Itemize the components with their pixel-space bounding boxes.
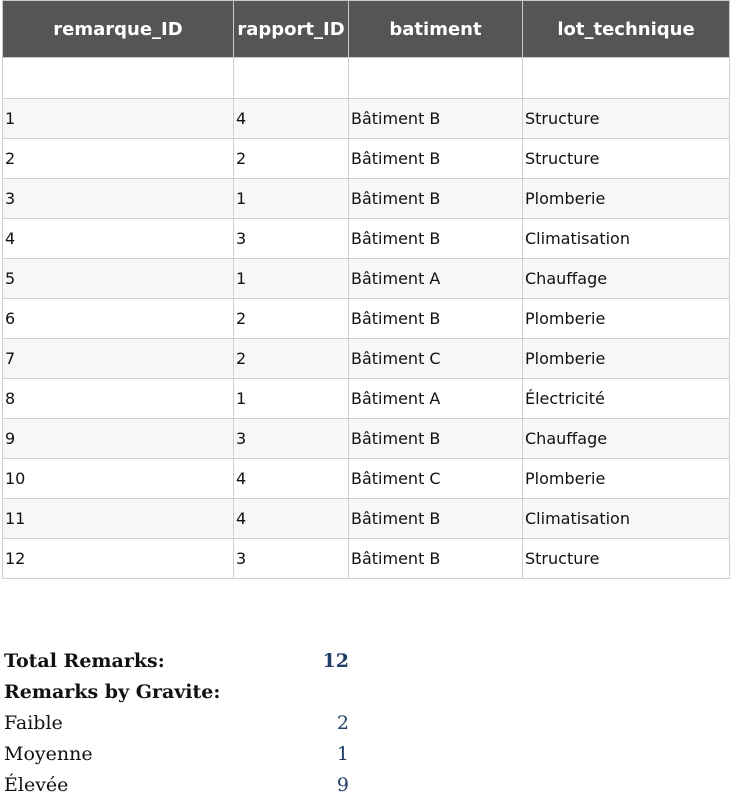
- gravite-heading-row: [4, 677, 349, 708]
- column-header-rapport-id[interactable]: rapport_ID: [234, 1, 349, 58]
- gravite-count: 9: [336, 774, 349, 796]
- lot-technique-cell[interactable]: Structure: [523, 539, 730, 579]
- lot-technique-cell[interactable]: Plomberie: [523, 339, 730, 379]
- batiment-cell[interactable]: Bâtiment C: [349, 339, 523, 379]
- lot-technique-cell[interactable]: Plomberie: [523, 459, 730, 499]
- rapport-id-cell[interactable]: 4: [234, 499, 349, 539]
- total-remarks-row: [4, 646, 349, 677]
- table-row[interactable]: [3, 99, 730, 139]
- gravite-count: 1: [336, 743, 349, 765]
- total-remarks-label: Total Remarks:: [4, 650, 165, 672]
- remarque-id-cell[interactable]: 5: [3, 259, 234, 299]
- remarque-id-cell[interactable]: 4: [3, 219, 234, 259]
- batiment-cell[interactable]: Bâtiment B: [349, 99, 523, 139]
- gravite-count: 2: [336, 712, 349, 734]
- table-row[interactable]: [3, 379, 730, 419]
- gravite-label: Faible: [4, 712, 63, 734]
- batiment-cell[interactable]: Bâtiment B: [349, 219, 523, 259]
- rapport-id-cell[interactable]: 4: [234, 99, 349, 139]
- remarque-id-cell[interactable]: 3: [3, 179, 234, 219]
- table-row[interactable]: [3, 299, 730, 339]
- summary-section: [4, 646, 349, 801]
- batiment-cell[interactable]: Bâtiment B: [349, 139, 523, 179]
- table-row[interactable]: [3, 459, 730, 499]
- rapport-id-cell[interactable]: 3: [234, 419, 349, 459]
- batiment-cell[interactable]: Bâtiment B: [349, 299, 523, 339]
- lot-technique-cell[interactable]: Climatisation: [523, 499, 730, 539]
- column-header-batiment[interactable]: batiment: [349, 1, 523, 58]
- remarque-id-cell[interactable]: 7: [3, 339, 234, 379]
- gravite-heading: Remarks by Gravite:: [4, 681, 221, 703]
- empty-row[interactable]: [3, 58, 730, 99]
- table-row[interactable]: [3, 419, 730, 459]
- batiment-cell[interactable]: Bâtiment A: [349, 259, 523, 299]
- remarque-id-cell[interactable]: 2: [3, 139, 234, 179]
- table-row[interactable]: [3, 339, 730, 379]
- rapport-id-cell[interactable]: 4: [234, 459, 349, 499]
- gravite-row-faible: [4, 708, 349, 739]
- lot-technique-cell[interactable]: Plomberie: [523, 299, 730, 339]
- table-cell[interactable]: [349, 58, 523, 99]
- table-row[interactable]: [3, 179, 730, 219]
- lot-technique-cell[interactable]: Chauffage: [523, 419, 730, 459]
- data-table: [2, 0, 730, 579]
- batiment-cell[interactable]: Bâtiment C: [349, 459, 523, 499]
- batiment-cell[interactable]: Bâtiment A: [349, 379, 523, 419]
- remarque-id-cell[interactable]: 11: [3, 499, 234, 539]
- remarque-id-cell[interactable]: 8: [3, 379, 234, 419]
- table-row[interactable]: [3, 539, 730, 579]
- table-cell[interactable]: [523, 58, 730, 99]
- rapport-id-cell[interactable]: 2: [234, 139, 349, 179]
- rapport-id-cell[interactable]: 1: [234, 179, 349, 219]
- column-header-lot-technique[interactable]: lot_technique: [523, 1, 730, 58]
- gravite-label: Moyenne: [4, 743, 93, 765]
- lot-technique-cell[interactable]: Structure: [523, 139, 730, 179]
- lot-technique-cell[interactable]: Structure: [523, 99, 730, 139]
- lot-technique-cell[interactable]: Climatisation: [523, 219, 730, 259]
- rapport-id-cell[interactable]: 3: [234, 539, 349, 579]
- batiment-cell[interactable]: Bâtiment B: [349, 499, 523, 539]
- column-header-remarque-id[interactable]: remarque_ID: [3, 1, 234, 58]
- batiment-cell[interactable]: Bâtiment B: [349, 539, 523, 579]
- gravite-row-elevee: [4, 770, 349, 801]
- batiment-cell[interactable]: Bâtiment B: [349, 179, 523, 219]
- lot-technique-cell[interactable]: Chauffage: [523, 259, 730, 299]
- remarque-id-cell[interactable]: 10: [3, 459, 234, 499]
- rapport-id-cell[interactable]: 3: [234, 219, 349, 259]
- header-row: [3, 1, 730, 58]
- table-cell[interactable]: [234, 58, 349, 99]
- table-cell[interactable]: [3, 58, 234, 99]
- rapport-id-cell[interactable]: 2: [234, 339, 349, 379]
- table-row[interactable]: [3, 499, 730, 539]
- batiment-cell[interactable]: Bâtiment B: [349, 419, 523, 459]
- rapport-id-cell[interactable]: 1: [234, 259, 349, 299]
- remarque-id-cell[interactable]: 9: [3, 419, 234, 459]
- table-row[interactable]: [3, 259, 730, 299]
- rapport-id-cell[interactable]: 2: [234, 299, 349, 339]
- gravite-row-moyenne: [4, 739, 349, 770]
- total-remarks-value: 12: [322, 650, 349, 672]
- remarque-id-cell[interactable]: 6: [3, 299, 234, 339]
- lot-technique-cell[interactable]: Électricité: [523, 379, 730, 419]
- lot-technique-cell[interactable]: Plomberie: [523, 179, 730, 219]
- remarque-id-cell[interactable]: 12: [3, 539, 234, 579]
- gravite-label: Élevée: [4, 774, 69, 796]
- table-row[interactable]: [3, 219, 730, 259]
- rapport-id-cell[interactable]: 1: [234, 379, 349, 419]
- table-row[interactable]: [3, 139, 730, 179]
- remarque-id-cell[interactable]: 1: [3, 99, 234, 139]
